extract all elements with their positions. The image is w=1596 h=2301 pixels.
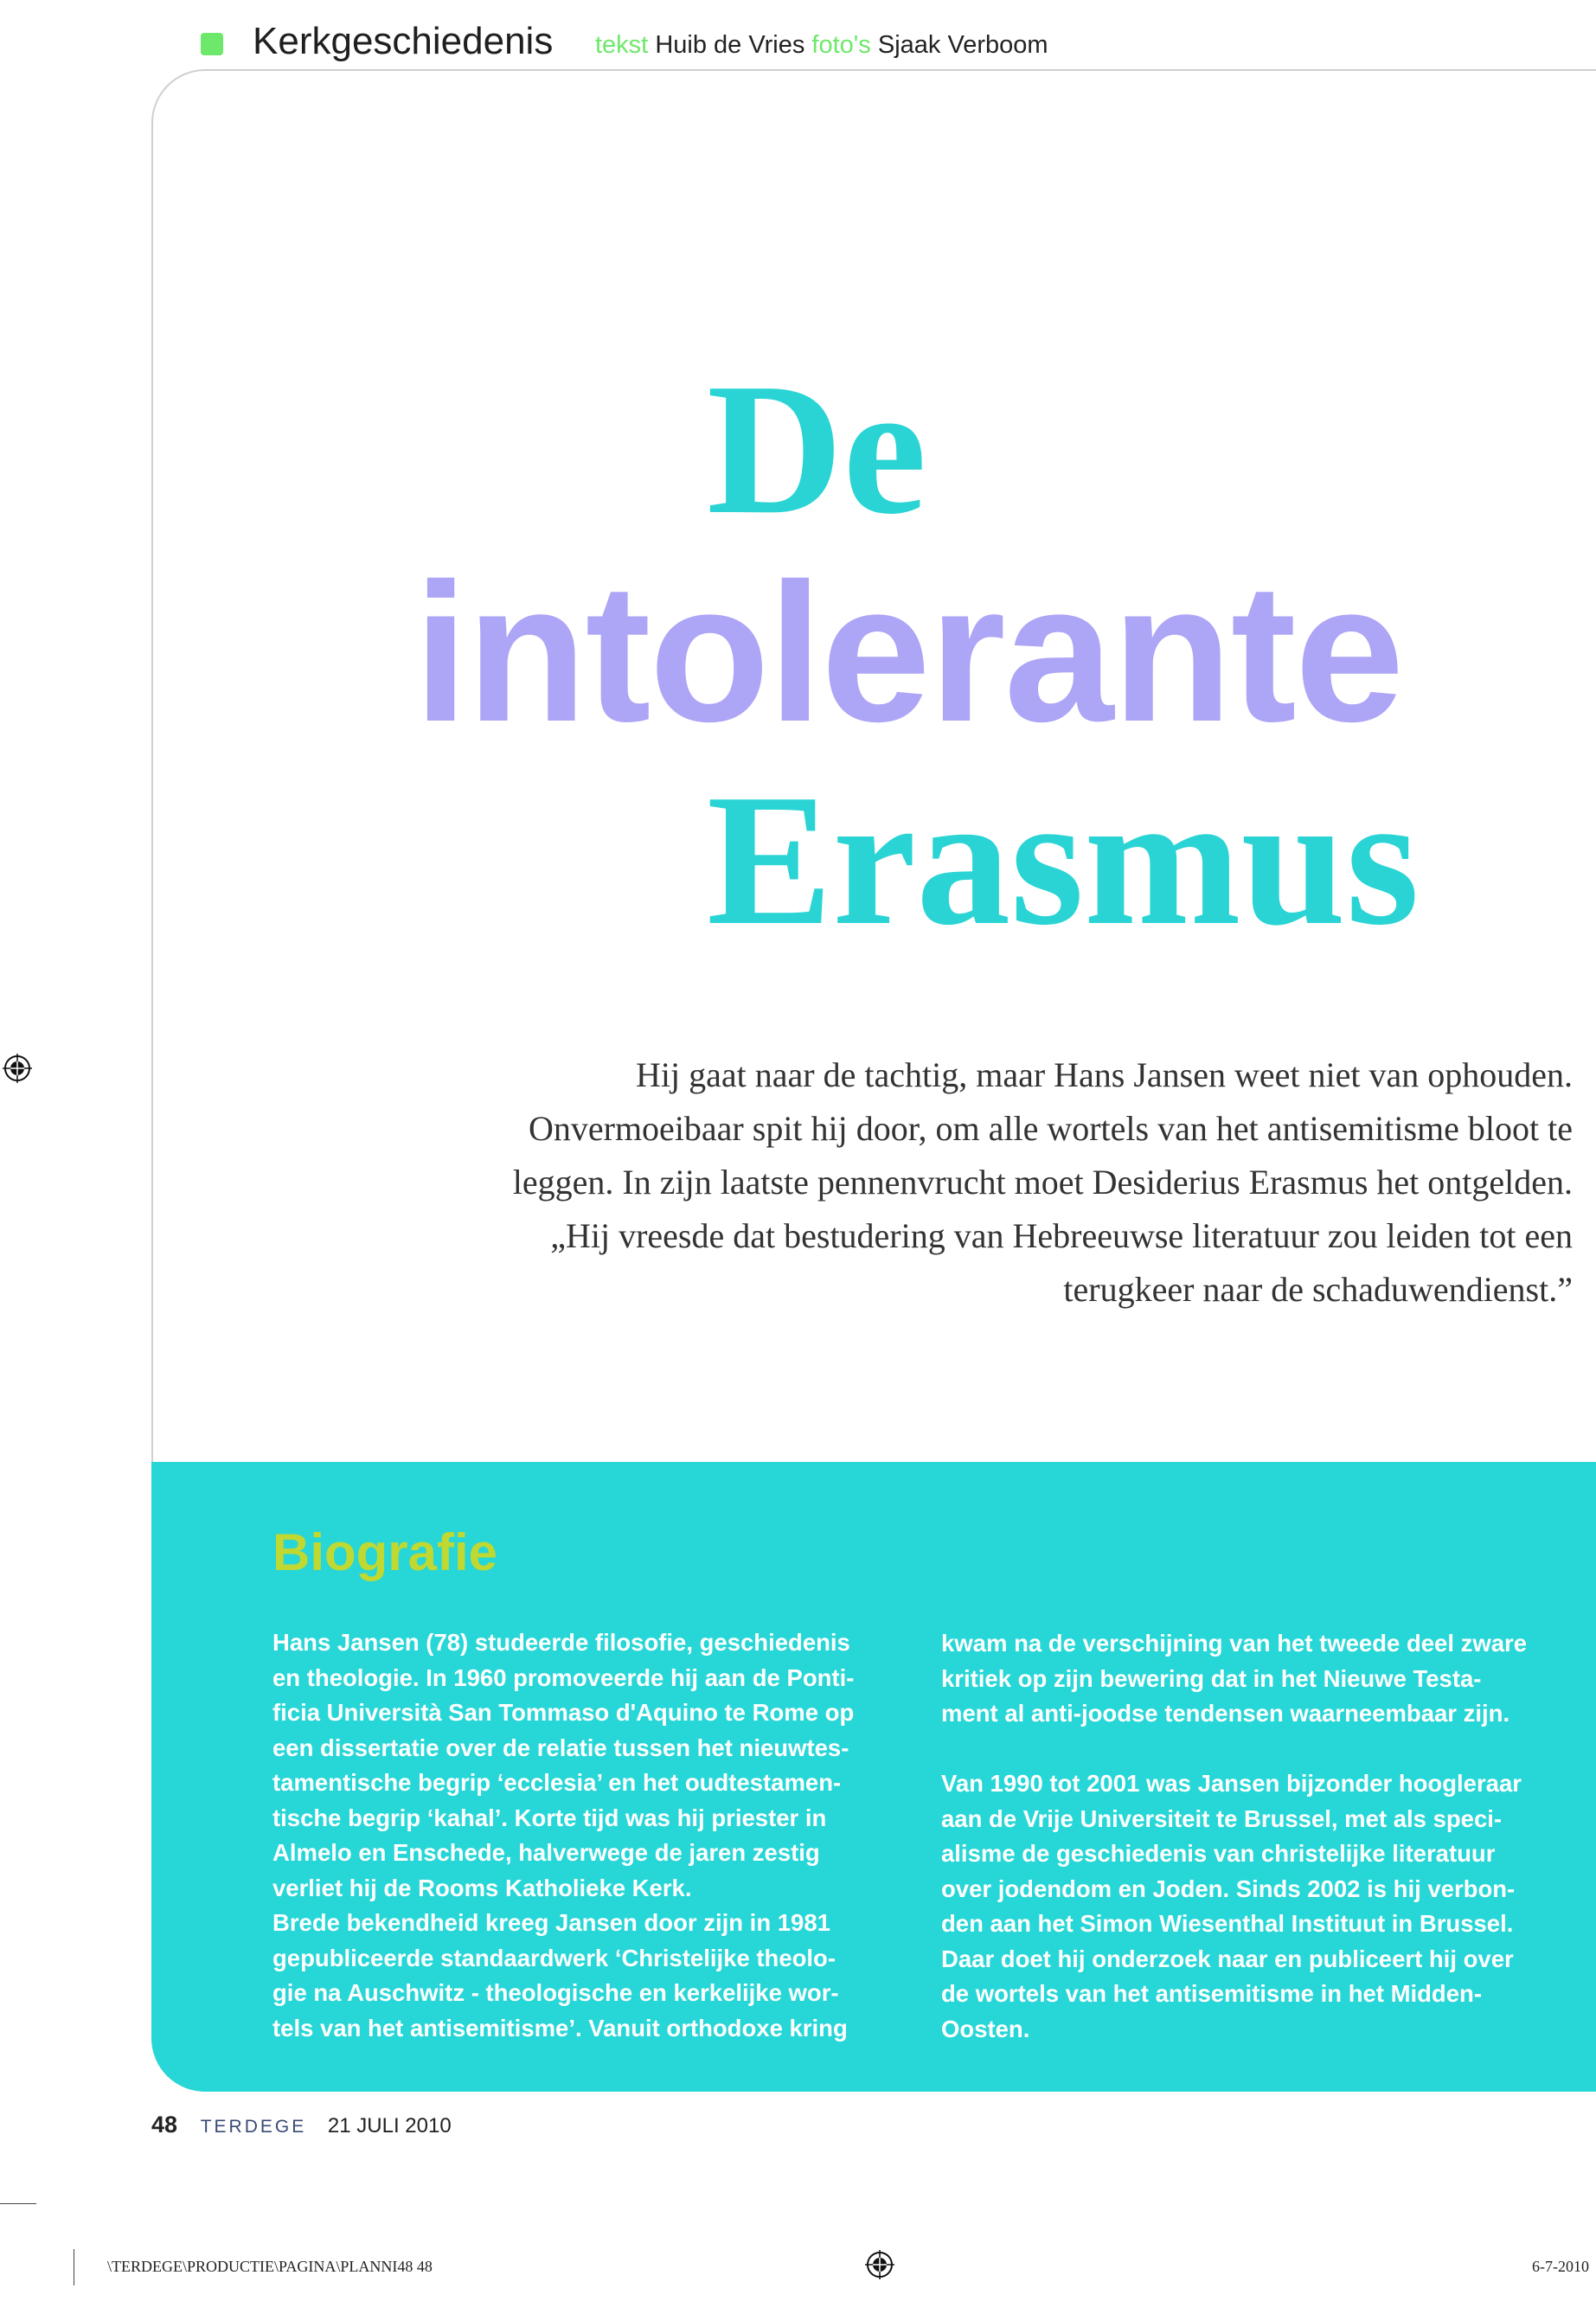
biography-title: Biografie xyxy=(272,1523,498,1581)
headline-line-1: De xyxy=(707,345,927,554)
intro-line: terugkeer naar de schaduwendienst.” xyxy=(1063,1270,1573,1309)
text-label: tekst xyxy=(595,31,649,59)
biography-column-2 xyxy=(941,1626,1581,2047)
bio-line: Hans Jansen (78) studeerde filosofie, geschiedenis xyxy=(272,1629,850,1656)
bio-line: Oosten. xyxy=(941,2015,1030,2042)
bio-line: ficia Università San Tommaso d'Aquino te Rome op xyxy=(272,1699,855,1726)
issue-date: 21 JULI 2010 xyxy=(327,2114,452,2138)
bio-line: gie na Auschwitz - theologische en kerkelijke wor- xyxy=(272,1979,839,2006)
intro-line: Hij gaat naar de tachtig, maar Hans Jansen weet niet van ophouden. xyxy=(636,1055,1573,1094)
bio-line: tische begrip ‘kahal’. Korte tijd was hij priester in xyxy=(272,1804,827,1831)
page-folio xyxy=(151,2107,452,2144)
slug-path: \TERDEGE\PRODUCTIE\PAGINA\PLANNI48 48 xyxy=(107,2258,433,2275)
bio-line: Brede bekendheid kreeg Jansen door zijn in 1981 xyxy=(272,1909,830,1936)
bio-line: aan de Vrije Universiteit te Brussel, met als speci- xyxy=(941,1804,1503,1832)
bio-line: gepubliceerde standaardwerk ‘Christelijke theolo- xyxy=(272,1944,836,1971)
slug-date: 6-7-2010 xyxy=(1532,2258,1589,2275)
author-name: Huib de Vries xyxy=(655,31,805,59)
bio-line: ment al anti-joodse tendensen waarneembaar zijn. xyxy=(941,1700,1510,1727)
bio-line: den aan het Simon Wiesenthal Instituut in Brussel. xyxy=(941,1910,1514,1937)
bio-line: Van 1990 tot 2001 was Jansen bijzonder hoogleraar xyxy=(941,1770,1522,1797)
headline-line-2: intolerante xyxy=(413,543,1403,763)
bio-line: kritiek op zijn bewering dat in het Nieuwe Testa- xyxy=(941,1664,1482,1692)
intro-line: „Hij vreesde dat bestudering van Hebreeuwse literatuur zou leiden tot een xyxy=(550,1216,1573,1255)
intro-paragraph xyxy=(381,1048,1573,1317)
bio-line: de wortels van het antisemitisme in het Midden- xyxy=(941,1980,1482,2007)
magazine-name: TERDEGE xyxy=(200,2117,307,2137)
photo-label: foto's xyxy=(811,31,871,59)
registration-mark-icon xyxy=(3,1054,32,1083)
registration-mark-icon xyxy=(865,2250,894,2279)
intro-line: Onvermoeibaar spit hij door, om alle wortels van het antisemitisme bloot te xyxy=(528,1109,1573,1148)
bio-line: kwam na de verschijning van het tweede deel zware xyxy=(941,1630,1528,1657)
bio-line: en theologie. In 1960 promoveerde hij aan de Ponti- xyxy=(272,1663,855,1691)
section-marker-icon xyxy=(201,33,223,55)
bio-line: Daar doet hij onderzoek naar en publiceert hij over xyxy=(941,1945,1514,1972)
bio-line: verliet hij de Rooms Katholieke Kerk. xyxy=(272,1874,692,1901)
photographer-name: Sjaak Verboom xyxy=(877,31,1048,59)
paragraph-gap xyxy=(941,1732,1581,1767)
bio-line: over jodendom en Joden. Sinds 2002 is hij verbon- xyxy=(941,1875,1516,1902)
bio-line: tels van het antisemitisme’. Vanuit orthodoxe kring xyxy=(272,2014,848,2041)
page-number: 48 xyxy=(151,2112,178,2138)
bio-line: Almelo en Enschede, halverwege de jaren zestig xyxy=(272,1839,820,1866)
biography-column-1 xyxy=(272,1625,904,2046)
section-title: Kerkgeschiedenis xyxy=(253,20,554,62)
intro-line: leggen. In zijn laatste pennenvrucht moet Desiderius Erasmus het ontgelden. xyxy=(512,1163,1573,1202)
bio-line: alisme de geschiedenis van christelijke literatuur xyxy=(941,1840,1496,1867)
crop-mark xyxy=(0,2203,36,2204)
bio-line: tamentische begrip ‘ecclesia’ en het oudtestamen- xyxy=(272,1769,842,1796)
bio-line: een dissertatie over de relatie tussen het nieuwtes- xyxy=(272,1734,849,1761)
credits xyxy=(595,29,1048,61)
headline-line-3: Erasmus xyxy=(707,756,1420,965)
